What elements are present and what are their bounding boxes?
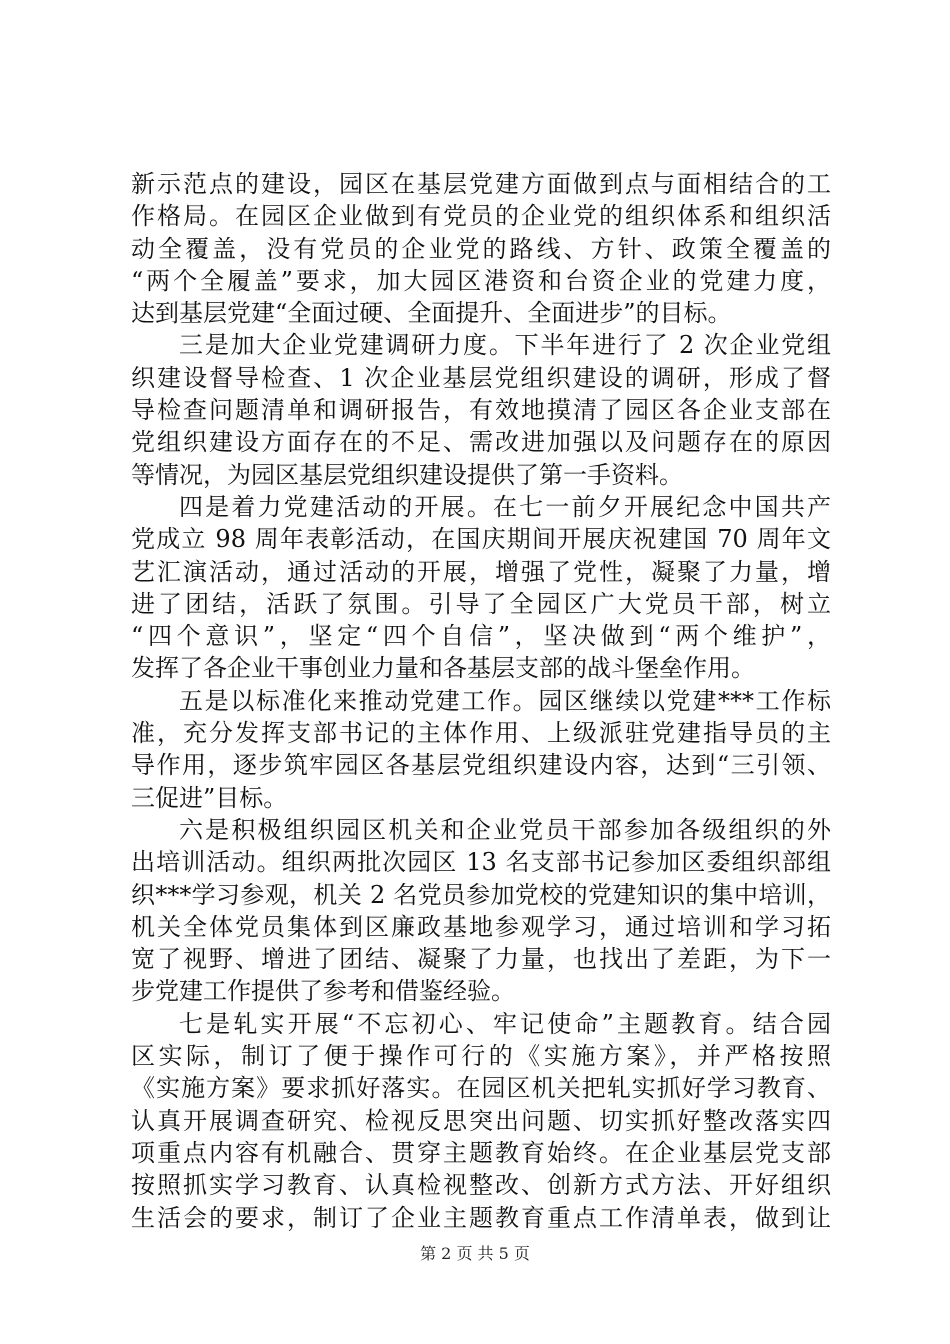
- text-line: 等情况，为园区基层党组织建设提供了第一手资料。: [131, 460, 683, 489]
- text-line: 动全覆盖，没有党员的企业党的路线、方针、政策全覆盖的: [131, 234, 831, 263]
- text-line: 机关全体党员集体到区廉政基地参观学习，通过培训和学习拓: [131, 912, 831, 941]
- text-line: 导作用，逐步筑牢园区各基层党组织建设内容，达到“三引领、: [131, 751, 831, 780]
- text-line: 织***学习参观，机关 2 名党员参加党校的党建知识的集中培训，: [131, 880, 831, 909]
- text-line: 进了团结，活跃了氛围。引导了全园区广大党员干部，树立: [131, 589, 831, 618]
- text-line: 认真开展调查研究、检视反思突出问题、切实抓好整改落实四: [131, 1106, 831, 1135]
- text-line: 新示范点的建设，园区在基层党建方面做到点与面相结合的工: [131, 170, 831, 198]
- text-line: “四个意识”，坚定“四个自信”，坚决做到“两个维护”，: [131, 622, 831, 651]
- text-line: 织建设督导检查、1 次企业基层党组织建设的调研，形成了督: [131, 363, 831, 392]
- text-line: 作格局。在园区企业做到有党员的企业党的组织体系和组织活: [131, 202, 831, 231]
- text-line: 出培训活动。组织两批次园区 13 名支部书记参加区委组织部组: [131, 848, 831, 877]
- text-line: 项重点内容有机融合、贯穿主题教育始终。在企业基层党支部: [131, 1138, 831, 1167]
- text-line: 党成立 98 周年表彰活动，在国庆期间开展庆祝建国 70 周年文: [131, 525, 831, 554]
- paragraph-first-line: 五是以标准化来推动党建工作。园区继续以党建***工作标: [179, 686, 831, 715]
- text-line: 区实际，制订了便于操作可行的《实施方案》，并严格按照: [131, 1042, 831, 1071]
- paragraph-first-line: 七是轧实开展“不忘初心、牢记使命”主题教育。结合园: [179, 1009, 831, 1038]
- text-line: 达到基层党建“全面过硬、全面提升、全面进步”的目标。: [131, 299, 732, 328]
- text-line: 生活会的要求，制订了企业主题教育重点工作清单表，做到让: [131, 1203, 831, 1232]
- text-line: 宽了视野、增进了团结、凝聚了力量，也找出了差距，为下一: [131, 945, 831, 974]
- paragraph-first-line: 四是着力党建活动的开展。在七一前夕开展纪念中国共产: [179, 492, 831, 521]
- text-line: 《实施方案》要求抓好落实。在园区机关把轧实抓好学习教育、: [131, 1074, 831, 1103]
- document-body: [131, 168, 831, 1234]
- text-line: 三促进”目标。: [131, 783, 288, 812]
- text-line: 党组织建设方面存在的不足、需改进加强以及问题存在的原因: [131, 428, 831, 457]
- text-line: 按照抓实学习教育、认真检视整改、创新方式方法、开好组织: [131, 1171, 831, 1200]
- page-footer: 第 2 页 共 5 页: [420, 1244, 530, 1263]
- text-line: 导检查问题清单和调研报告，有效地摸清了园区各企业支部在: [131, 396, 831, 425]
- paragraph-first-line: 六是积极组织园区机关和企业党员干部参加各级组织的外: [179, 815, 831, 844]
- text-line: “两个全履盖”要求，加大园区港资和台资企业的党建力度，: [131, 266, 831, 295]
- paragraph-first-line: 三是加大企业党建调研力度。下半年进行了 2 次企业党组: [179, 331, 831, 360]
- text-line: 准，充分发挥支部书记的主体作用、上级派驻党建指导员的主: [131, 719, 831, 748]
- text-line: 发挥了各企业干事创业力量和各基层支部的战斗堡垒作用。: [131, 654, 755, 683]
- text-line: 艺汇演活动，通过活动的开展，增强了党性，凝聚了力量，增: [131, 557, 831, 586]
- text-line: 步党建工作提供了参考和借鉴经验。: [131, 977, 515, 1006]
